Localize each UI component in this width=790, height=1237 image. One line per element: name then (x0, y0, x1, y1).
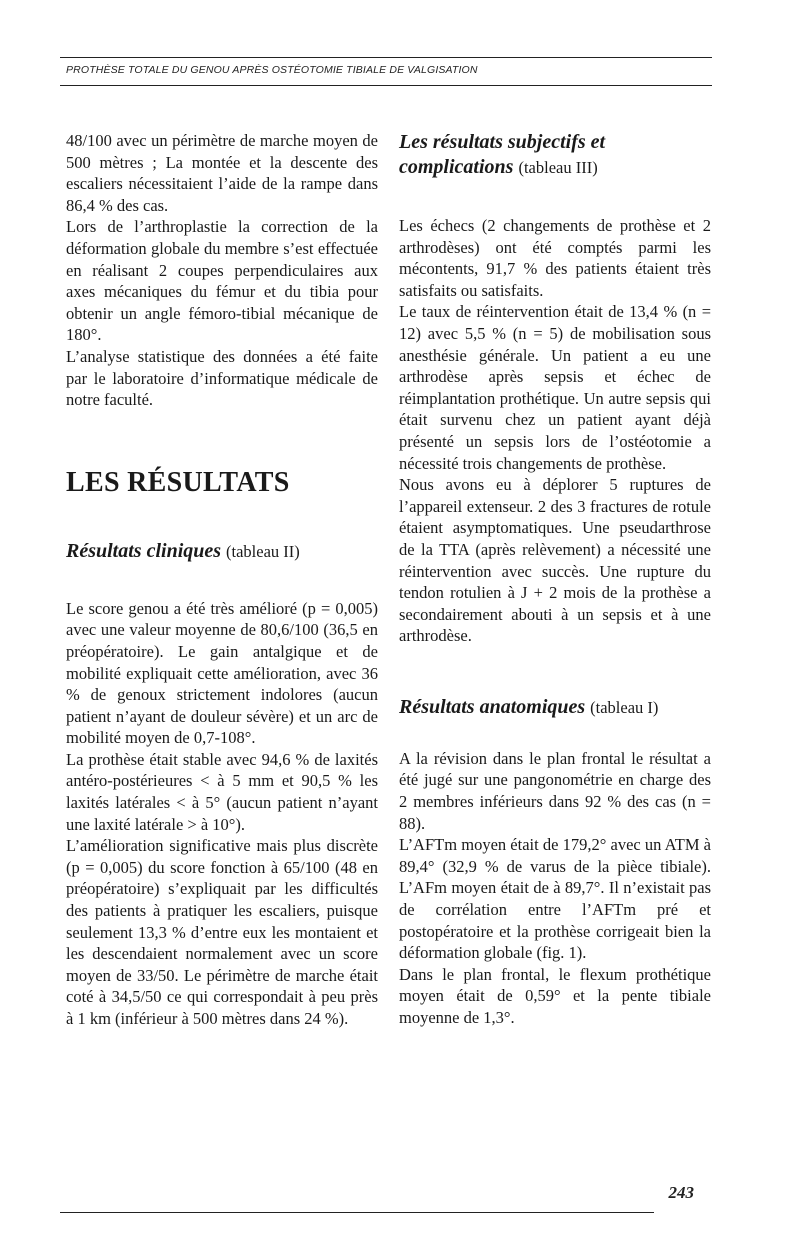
running-header: PROTHÈSE TOTALE DU GENOU APRÈS OSTÉOTOMIE TIBIALE DE VALGISATION (66, 64, 478, 76)
header-rule-top (60, 57, 712, 58)
header-rule-bottom (60, 85, 712, 86)
section-heading: LES RÉSULTATS (66, 466, 290, 498)
paragraph: L’amélioration significative mais plus discrète (p = 0,005) du score fonction à 65/100 (48 en préopératoire) s’expliquait par les difficultés des patients à pratiquer les escaliers, puisque seulement 13,3 % d’entre eux les montaient et les descendaient normalement avec un score moyen de 33/50. Le périmètre de marche était coté à 34,5/50 ce qui correspondait à peu près à 1 km (inférieur à 500 mètres dans 24 %). (66, 836, 378, 1028)
paragraph: Dans le plan frontal, le flexum prothétique moyen était de 0,59° et la pente tibiale moyenne de 1,3°. (399, 964, 711, 1027)
paragraph: La prothèse était stable avec 94,6 % de laxités antéro-postérieures < à 5 mm et 90,5 % les laxités latérales < à 5° (aucun patient n’ayant une laxité latérale > à 10°). (66, 749, 378, 834)
table-reference: (tableau III) (518, 158, 598, 177)
paragraph: A la révision dans le plan frontal le résultat a été jugé sur une pangonométrie en charge des 2 membres inférieurs dans 92 % des cas (n = 88). (399, 748, 711, 833)
paragraph: 48/100 avec un périmètre de marche moyen de 500 mètres ; La montée et la descente des escaliers nécessitaient l’aide de la rampe dans 86,4 % des cas. (66, 131, 378, 215)
subsection-heading (66, 539, 378, 564)
table-reference: (tableau I) (590, 697, 659, 717)
table-reference: (tableau II) (226, 541, 300, 561)
page-number: 243 (668, 1183, 694, 1202)
paragraph: Le taux de réintervention était de 13,4 % (n = 12) avec 5,5 % (n = 5) de mobilisation sous anesthésie générale. Un patient a eu une arthrodèse après sepsis et échec de réimplantation prothétique. Un autre sepsis qui était survenu chez un patient ayant déjà présenté un sepsis lors de l’ostéotomie a nécessité trois changements de prothèse. (399, 302, 711, 473)
subsection-heading (399, 695, 711, 720)
paragraph: Les échecs (2 changements de prothèse et 2 arthrodèses) ont été comptés parmi les mécontents, 91,7 % des patients étaient très satisfaits ou satisfaits. (399, 216, 711, 300)
paragraph: Nous avons eu à déplorer 5 ruptures de l’appareil extenseur. 2 des 3 fractures de rotule étaient asymptomatiques. Une pseudarthrose de la TTA (après relèvement) a nécessité une réintervention avec succès. Une rupture du tendon rotulien à J + 2 mois de la prothèse a secondairement abouti à un sepsis et à une arthrodèse. (399, 475, 711, 646)
paragraph: L’analyse statistique des données a été faite par le laboratoire d’informatique médicale de notre faculté. (66, 346, 378, 410)
paragraph: L’AFTm moyen était de 179,2° avec un ATM à 89,4° (32,9 % de varus de la pièce tibiale). L’AFm moyen était de à 89,7°. Il n’existait pas de corrélation entre l’AFTm pré et postopératoire et la prothèse corrigeait bien la déformation globale (fig. 1). (399, 835, 711, 963)
subsection-title: Les résultats subjectifs et complications (399, 131, 606, 178)
paragraph: Le score genou a été très amélioré (p = 0,005) avec une valeur moyenne de 80,6/100 (36,5 en préopératoire). Le gain antalgique et de mobilité expliquait cette amélioration, avec 36 % de genoux strictement indolores (aucun patient n’ayant de douleur sévère) et un arc de mobilité moyen de 0,7-108°. (66, 598, 378, 748)
subsection-title: Résultats anatomiques (399, 695, 586, 718)
right-column (399, 130, 711, 1029)
subsection-title: Résultats cliniques (66, 539, 222, 562)
left-column (66, 130, 378, 1030)
footer-rule (60, 1212, 654, 1213)
paragraph: Lors de l’arthroplastie la correction de la déformation globale du membre s’est effectuée en réalisant 2 coupes perpendiculaires aux axes mécaniques du fémur et du tibia pour obtenir un angle fémoro-tibial mécanique de 180°. (66, 217, 378, 345)
subsection-heading (399, 130, 711, 180)
